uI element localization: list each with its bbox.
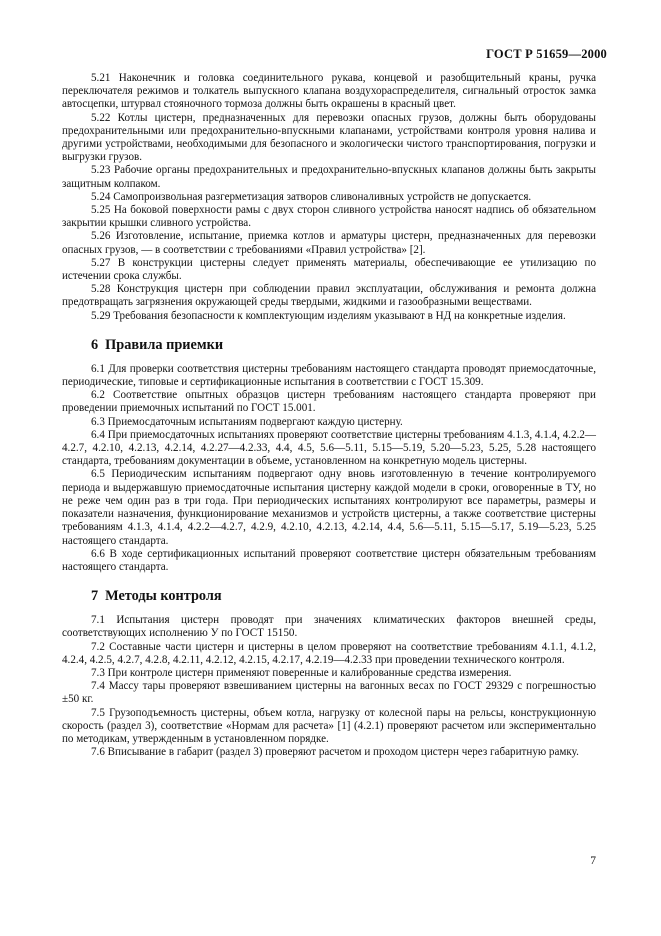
paragraph: 7.6 Вписывание в габарит (раздел 3) проверяют расчетом и проходом цистерн через габаритную рамку. [91, 746, 579, 759]
section-number: 6 [91, 336, 99, 353]
section-heading [91, 337, 596, 354]
paragraph: 5.28 Конструкция цистерн при соблюдении правил эксплуатации, обслуживания и ремонта должна предотвращать загрязнения окружающей среды твердыми, жидкими и газообразными веществами. [62, 283, 596, 309]
section-title: Правила приемки [105, 336, 224, 353]
paragraph: 7.1 Испытания цистерн проводят при значениях климатических факторов внешней среды, соответствующих исполнению У по ГОСТ 15150. [62, 614, 596, 640]
paragraph: 7.3 При контроле цистерн применяют поверенные и калиброванные средства измерения. [91, 666, 512, 679]
paragraph: 7.5 Грузоподъемность цистерны, объем котла, нагрузку от колесной пары на рельсы, конструкционную скорость (раздел 3), соответствие «Нормам для расчета» [1] (4.2.1) проверяют расчетом или экспериментально по методикам, утвержденным в установленном порядке. [62, 706, 596, 745]
paragraph: 5.26 Изготовление, испытание, приемка котлов и арматуры цистерн, предназначенных для перевозки опасных грузов, — в соответствии с требованиями «Правил устройства» [2]. [62, 230, 596, 256]
section-number: 7 [91, 588, 99, 605]
paragraph: 6.5 Периодическим испытаниям подвергают одну вновь изготовленную в течение контролируемого периода и выдержавшую приемосдаточные испытания цистерну каждой модели в сроки, оговоренные в ТУ, но не реже чем один раз в три года. При периодических испытаниях контролируют все параметры, размеры и показатели назначения, функционирование механизмов и устройств цистерны, а также соответствие цистерны требованиям 4.1.3, 4.1.4, 4.2.2—4.2.7, 4.2.9, 4.2.10, 4.2.13, 4.2.14, 4.4, 5.6—5.11, 5.15—5.17, 5.19—5.23, 5.25 настоящего стандарта. [62, 468, 596, 547]
section-title: Методы контроля [105, 588, 222, 605]
paragraph: 7.2 Составные части цистерн и цистерны в целом проверяют на соответствие требованиям 4.1.1, 4.1.2, 4.2.4, 4.2.5, 4.2.7, 4.2.8, 4.2.11, 4.2.12, 4.2.15, 4.2.17, 4.2.19—4.2.33 при проведении технического контроля. [62, 640, 596, 666]
paragraph: 6.3 Приемосдаточным испытаниям подвергают каждую цистерну. [91, 415, 403, 428]
page-header: ГОСТ Р 51659—2000 [486, 47, 607, 61]
paragraph: 5.29 Требования безопасности к комплектующим изделиям указывают в НД на конкретные изделия. [91, 309, 566, 322]
paragraph: 6.6 В ходе сертификационных испытаний проверяют соответствие цистерн обязательным требованиям настоящего стандарта. [62, 547, 596, 573]
paragraph: 6.1 Для проверки соответствия цистерны требованиям настоящего стандарта проводят приемосдаточные, периодические, типовые и сертификационные испытания в соответствии с ГОСТ 15.309. [62, 362, 596, 389]
paragraph: 7.4 Массу тары проверяют взвешиванием цистерны на вагонных весах по ГОСТ 29329 с погрешностью ±50 кг. [62, 680, 596, 706]
paragraph: 5.27 В конструкции цистерны следует применять материалы, обеспечивающие ее утилизацию по истечении срока службы. [62, 256, 596, 283]
paragraph: 5.25 На боковой поверхности рамы с двух сторон сливного устройства наносят надпись об обязательном закрытии крышки сливного устройства. [62, 204, 596, 230]
page-number: 7 [590, 855, 596, 867]
paragraph: 6.4 При приемосдаточных испытаниях проверяют соответствие цистерны требованиям 4.1.3, 4.1.4, 4.2.2—4.2.7, 4.2.10, 4.2.13, 4.2.14, 4.2.27—4.2.33, 4.4, 4.5, 5.6—5.11, 5.15—5.19, 5.20—5.23, 5.25, 5.28 настоящего стандарта, требованиям документации в объеме, установленном на конкретную модель цистерны. [62, 428, 596, 468]
paragraph: 5.22 Котлы цистерн, предназначенных для перевозки опасных грузов, должны быть оборудованы предохранительными или предохранительно-впускными клапанами, устройствами контроля уровня налива и другими устройствами, необходимыми для безопасного и экологически чистого транспортирования, погрузки и выгрузки грузов. [62, 111, 596, 164]
section-heading [91, 588, 596, 605]
paragraph: 5.21 Наконечник и головка соединительного рукава, концевой и разобщительный краны, ручка переключателя режимов и толкатель выпускного клапана воздухораспределителя, сигнальный отросток замка автосцепки, штурвал стояночного тормоза должны быть окрашены в красный цвет. [62, 72, 596, 111]
paragraph: 5.23 Рабочие органы предохранительных и предохранительно-впускных клапанов должны быть закрыты защитным колпаком. [62, 164, 596, 190]
paragraph: 6.2 Соответствие опытных образцов цистерн требованиям настоящего стандарта проверяют при проведении приемочных испытаний по ГОСТ 15.001. [62, 389, 596, 415]
paragraph: 5.24 Самопроизвольная разгерметизация затворов сливоналивных устройств не допускается. [91, 190, 532, 203]
document-body [62, 72, 596, 759]
